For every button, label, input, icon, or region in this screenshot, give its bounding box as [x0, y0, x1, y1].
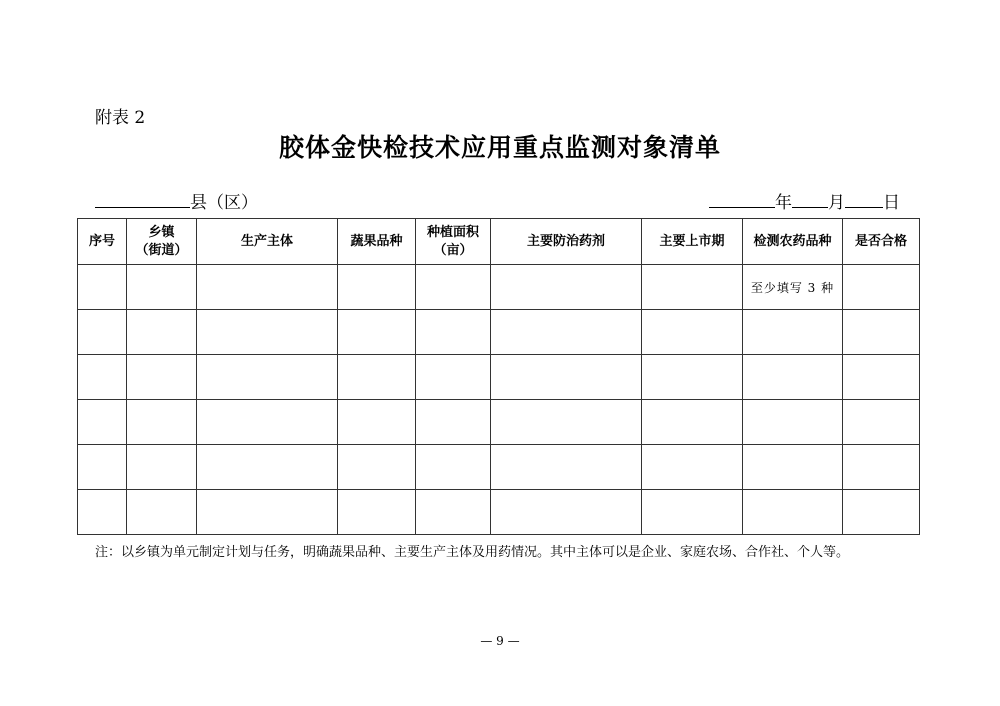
county-label: 县（区）: [190, 193, 258, 213]
table-cell: [127, 490, 197, 535]
table-cell: [491, 310, 642, 355]
table-cell: [843, 400, 920, 445]
month-label: 月: [828, 193, 845, 213]
table-cell: [416, 310, 491, 355]
year-blank: [709, 192, 775, 208]
table-cell: [416, 265, 491, 310]
table-cell: [743, 445, 843, 490]
table-cell: [843, 265, 920, 310]
table-cell: [491, 400, 642, 445]
column-header: 蔬果品种: [338, 219, 416, 265]
table-cell: [642, 400, 743, 445]
table-cell: [416, 445, 491, 490]
table-cell: [743, 400, 843, 445]
column-header: 主要上市期: [642, 219, 743, 265]
column-header: 检测农药品种: [743, 219, 843, 265]
table-cell: [197, 400, 338, 445]
footnote: 注：以乡镇为单元制定计划与任务，明确蔬果品种、主要生产主体及用药情况。其中主体可以是企业、家庭农场、合作社、个人等。: [95, 545, 850, 560]
table-cell: [491, 355, 642, 400]
column-header: 生产主体: [197, 219, 338, 265]
table-cell: [338, 265, 416, 310]
table-cell: [127, 355, 197, 400]
table-cell: [78, 490, 127, 535]
table-cell: [843, 445, 920, 490]
table-cell: [127, 400, 197, 445]
table-cell: [78, 355, 127, 400]
table-cell: [843, 310, 920, 355]
table-cell: [197, 265, 338, 310]
date-line: [709, 188, 900, 213]
table-cell: [127, 310, 197, 355]
column-header: 乡镇 （街道）: [127, 219, 197, 265]
column-header: 是否合格: [843, 219, 920, 265]
table-cell: [416, 400, 491, 445]
table-cell: [642, 265, 743, 310]
table-row: [78, 400, 920, 445]
appendix-label: 附表 2: [95, 108, 146, 128]
month-blank: [792, 192, 828, 208]
table-row: [78, 265, 920, 310]
day-label: 日: [883, 193, 900, 213]
table-cell: [197, 310, 338, 355]
table-cell: [843, 490, 920, 535]
table-cell: [416, 490, 491, 535]
column-header: 序号: [78, 219, 127, 265]
county-blank: [95, 192, 190, 208]
table-cell: [338, 445, 416, 490]
column-header: 种植面积 （亩）: [416, 219, 491, 265]
day-blank: [845, 192, 883, 208]
table-cell: [642, 310, 743, 355]
table-cell: [743, 355, 843, 400]
page-number: — 9 —: [480, 634, 520, 648]
table-cell: [338, 310, 416, 355]
table-cell: [843, 355, 920, 400]
column-header: 主要防治药剂: [491, 219, 642, 265]
table-cell: [197, 445, 338, 490]
year-label: 年: [775, 193, 792, 213]
table-cell: [642, 355, 743, 400]
county-line: [95, 188, 258, 213]
table-cell: [78, 265, 127, 310]
table-cell: [491, 490, 642, 535]
table-row: [78, 445, 920, 490]
table-cell: [127, 445, 197, 490]
monitoring-table: [77, 218, 920, 535]
table-cell: [491, 445, 642, 490]
table-cell: [197, 355, 338, 400]
table-cell: [78, 445, 127, 490]
table-cell: [78, 310, 127, 355]
table-cell: [642, 490, 743, 535]
table-cell: [78, 400, 127, 445]
page-title: 胶体金快检技术应用重点监测对象清单: [278, 133, 721, 162]
table-cell: 至少填写 3 种: [743, 265, 843, 310]
table-cell: [338, 355, 416, 400]
table-cell: [416, 355, 491, 400]
table-cell: [338, 490, 416, 535]
table-cell: [338, 400, 416, 445]
table-cell: [743, 310, 843, 355]
table-cell: [197, 490, 338, 535]
table-row: [78, 310, 920, 355]
table-cell: [491, 265, 642, 310]
table-row: [78, 355, 920, 400]
table-cell: [127, 265, 197, 310]
table-row: [78, 490, 920, 535]
table-cell: [743, 490, 843, 535]
table-cell: [642, 445, 743, 490]
